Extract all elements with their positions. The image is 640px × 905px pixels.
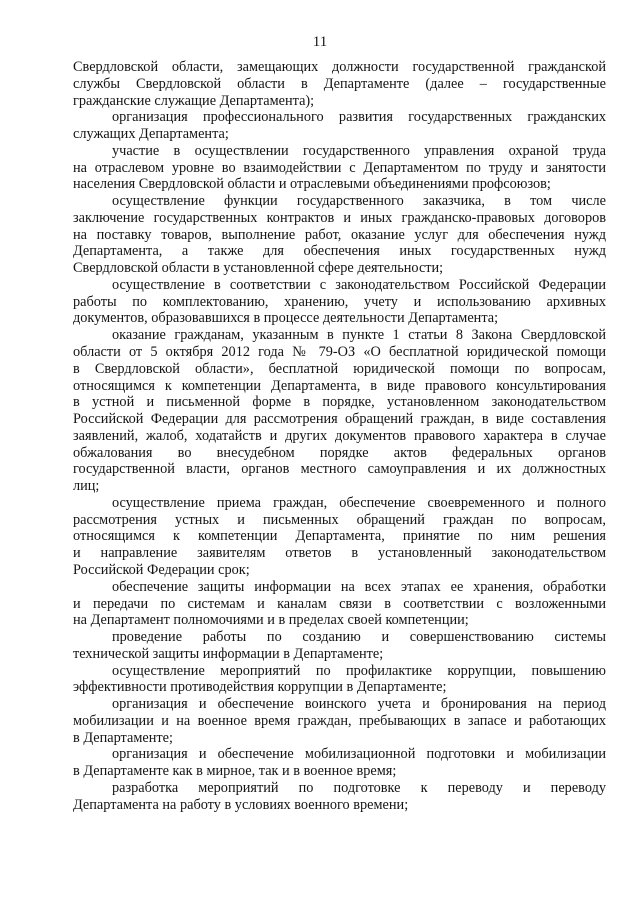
text-line: Департамента, а также для обеспечения иных государственных нужд [73,243,606,260]
text-line: мобилизации и на военное время граждан, пребывающих в запасе и работающих [73,712,606,729]
text-line: населения Свердловской области и отраслевыми объединениями профсоюзов; [73,176,551,193]
text-line: государственной власти, органов местного самоуправления и их должностных [73,461,606,478]
document-body [73,59,606,813]
text-line: на отраслевом уровне во взаимодействии с Департаментом по труду и занятости [73,159,606,176]
text-line: эффективности противодействия коррупции в Департаменте; [73,679,447,696]
paragraph [73,109,606,143]
text-line: обжалования во внесудебном порядке актов федеральных органов [73,444,606,461]
text-line: и направление заявителям ответов в установленный законодательством [73,545,606,562]
paragraph [73,143,606,193]
text-line: проведение работы по созданию и совершенствованию системы [112,629,606,646]
text-line: организация профессионального развития государственных гражданских [112,109,606,126]
paragraph [73,663,606,697]
paragraph [73,277,606,327]
text-line: участие в осуществлении государственного управления охраной труда [112,142,606,159]
text-line: в устной и письменной форме в порядке, установленном законодательством [73,394,606,411]
text-line: рассмотрения устных и письменных обращений граждан по вопросам, [73,511,606,528]
paragraph [73,696,606,746]
text-line: в Департаменте; [73,729,173,746]
text-line: относящимся к компетенции Департамента, в виде правового консультирования [73,377,606,394]
paragraph [73,327,606,495]
text-line: гражданские служащие Департамента); [73,92,315,109]
text-line: заключение государственных контрактов и иных гражданско-правовых договоров [73,209,606,226]
text-line: разработка мероприятий по подготовке к переводу и переводу [112,779,606,796]
paragraph [73,495,606,579]
text-line: на поставку товаров, выполнение работ, оказание услуг для обеспечения нужд [73,226,606,243]
paragraph [73,579,606,629]
text-line: документов, образовавшихся в процессе деятельности Департамента; [73,310,499,327]
text-line: осуществление функции государственного заказчика, в том числе [112,193,606,210]
page-number: 11 [312,34,328,50]
text-line: на Департамент полномочиями и в пределах своей компетенции; [73,612,469,629]
text-line: заявлений, жалоб, ходатайств и других документов правового характера в случае [73,427,606,444]
paragraph [73,746,606,780]
text-line: осуществление мероприятий по профилактике коррупции, повышению [112,662,606,679]
text-line: Свердловской области в установленной сфере деятельности; [73,260,444,277]
text-line: относящимся к компетенции Департамента, принятие по ним решения [73,528,606,545]
text-line: в Департаменте как в мирное, так и в военное время; [73,763,397,780]
text-line: Российской Федерации срок; [73,561,250,578]
paragraph [73,629,606,663]
text-line: Российской Федерации для рассмотрения обращений граждан, в виде составления [73,411,606,428]
text-line: области от 5 октября 2012 года № 79-ОЗ «О бесплатной юридической помощи [73,344,606,361]
text-line: службы Свердловской области в Департаменте (далее – государственные [73,75,606,92]
text-line: Свердловской области, замещающих должности государственной гражданской [73,59,606,75]
paragraph [73,780,606,814]
text-line: служащих Департамента; [73,126,229,143]
text-line: технической защиты информации в Департаменте; [73,645,384,662]
text-line: Департамента на работу в условиях военного времени; [73,796,409,813]
text-line: организация и обеспечение воинского учета и бронирования на период [112,696,606,713]
paragraph [73,59,606,109]
text-line: оказание гражданам, указанным в пункте 1 статьи 8 Закона Свердловской [112,327,606,344]
text-line: в Свердловской области», бесплатной юридической помощи по вопросам, [73,360,606,377]
paragraph [73,193,606,277]
text-line: осуществление в соответствии с законодательством Российской Федерации [112,276,606,293]
text-line: осуществление приема граждан, обеспечение своевременного и полного [112,494,606,511]
text-line: лиц; [73,478,100,495]
text-line: организация и обеспечение мобилизационной подготовки и мобилизации [112,746,606,763]
text-line: работы по комплектованию, хранению, учету и использованию архивных [73,293,606,310]
text-line: и передачи по системам и каналам связи в соответствии с возложенными [73,595,606,612]
text-line: обеспечение защиты информации на всех этапах ее хранения, обработки [112,578,606,595]
